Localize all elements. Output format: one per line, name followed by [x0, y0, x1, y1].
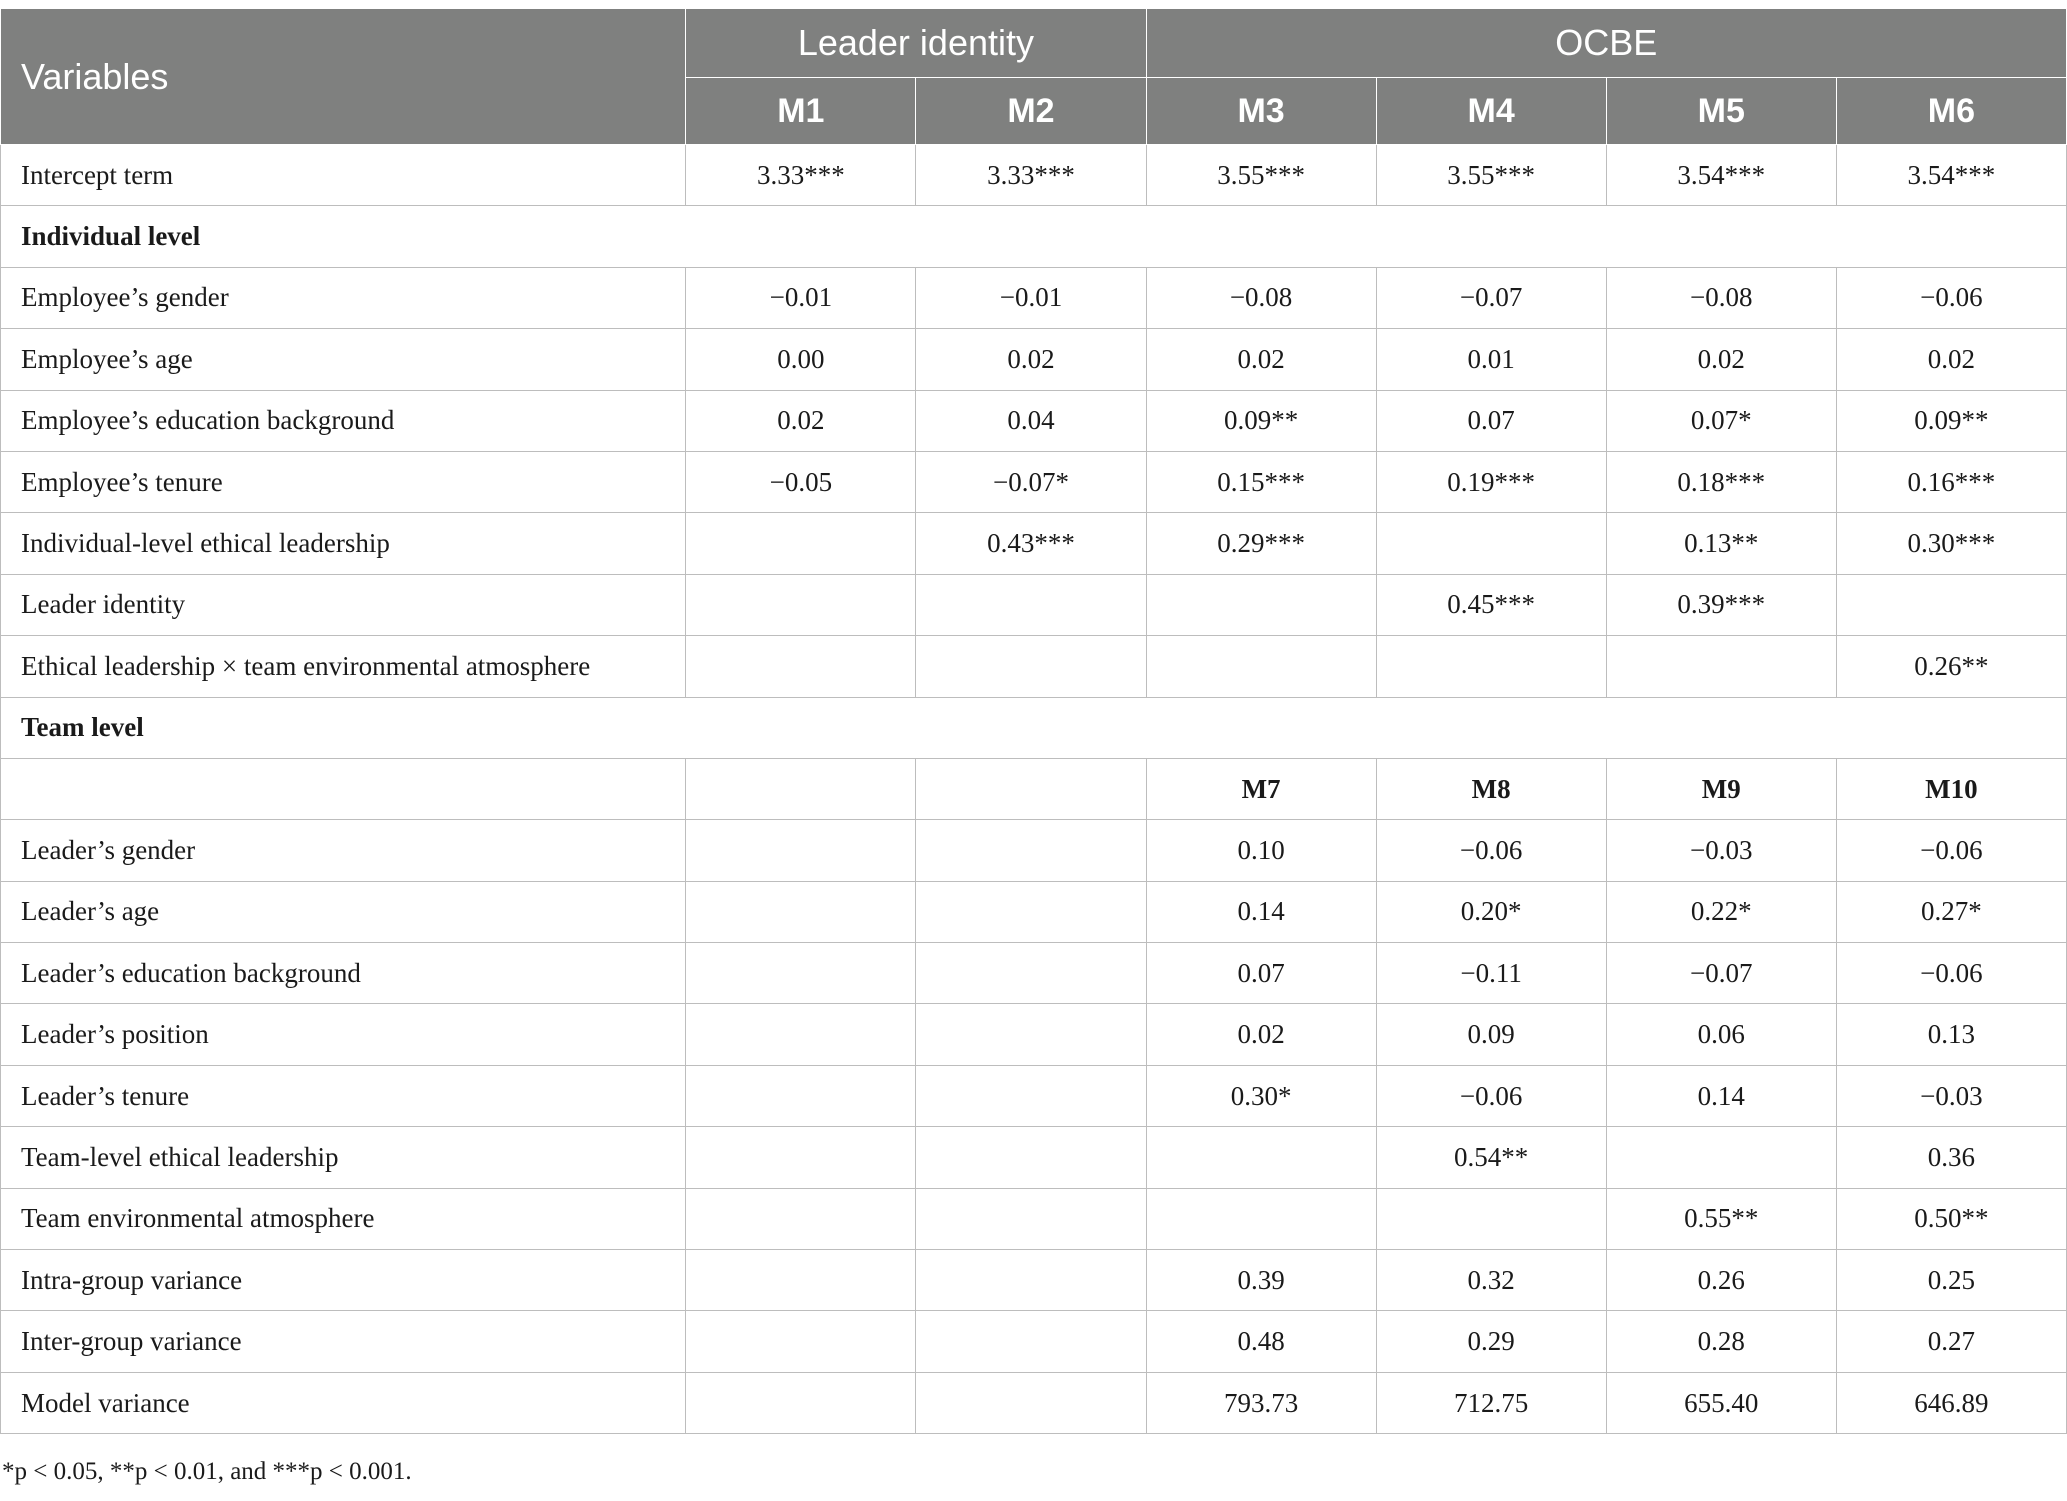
table-row	[1, 145, 2067, 206]
table-cell: 0.02	[1146, 1004, 1376, 1065]
table-row	[1, 1127, 2067, 1188]
table-cell: −0.01	[686, 267, 916, 328]
section-label: Individual level	[1, 206, 2067, 267]
header-model: M4	[1376, 78, 1606, 145]
table-row	[1, 513, 2067, 574]
table-cell	[916, 1311, 1146, 1372]
table-cell: 0.43***	[916, 513, 1146, 574]
table-cell	[1146, 1127, 1376, 1188]
table-cell	[1606, 636, 1836, 697]
table-cell	[1376, 513, 1606, 574]
table-cell: −0.07*	[916, 451, 1146, 512]
row-label: Individual-level ethical leadership	[1, 513, 686, 574]
row-label: Model variance	[1, 1372, 686, 1433]
table-cell: 0.26	[1606, 1250, 1836, 1311]
table-cell: 0.20*	[1376, 881, 1606, 942]
table-cell	[916, 574, 1146, 635]
table-row	[1, 1311, 2067, 1372]
table-row	[1, 820, 2067, 881]
table-cell: −0.05	[686, 451, 916, 512]
table-cell: −0.01	[916, 267, 1146, 328]
table-cell: 0.13	[1836, 1004, 2066, 1065]
table-cell: 0.15***	[1146, 451, 1376, 512]
table-cell: 0.25	[1836, 1250, 2066, 1311]
row-label: Team-level ethical leadership	[1, 1127, 686, 1188]
row-label: Leader identity	[1, 574, 686, 635]
table-cell: 646.89	[1836, 1372, 2066, 1433]
row-label	[1, 758, 686, 819]
row-label: Employee’s gender	[1, 267, 686, 328]
table-row	[1, 1065, 2067, 1126]
table-cell	[916, 943, 1146, 1004]
table-cell: 0.02	[1836, 329, 2066, 390]
table-cell: 3.54***	[1836, 145, 2066, 206]
table-cell: 0.01	[1376, 329, 1606, 390]
header-model: M6	[1836, 78, 2066, 145]
table-row	[1, 1004, 2067, 1065]
table-cell: 0.19***	[1376, 451, 1606, 512]
table-cell: 0.50**	[1836, 1188, 2066, 1249]
table-cell: 0.48	[1146, 1311, 1376, 1372]
table-cell: 0.09**	[1146, 390, 1376, 451]
model-subheader-cell: M8	[1376, 758, 1606, 819]
table-cell	[686, 1372, 916, 1433]
table-cell: 0.36	[1836, 1127, 2066, 1188]
table-cell	[916, 1188, 1146, 1249]
header-model: M2	[916, 78, 1146, 145]
table-cell: 0.18***	[1606, 451, 1836, 512]
table-header	[1, 9, 2067, 145]
table-row	[1, 1372, 2067, 1433]
section-row	[1, 206, 2067, 267]
table-cell: 3.54***	[1606, 145, 1836, 206]
table-cell	[686, 1250, 916, 1311]
table-cell: −0.06	[1836, 267, 2066, 328]
table-cell	[1146, 1188, 1376, 1249]
table-cell: 0.45***	[1376, 574, 1606, 635]
table-cell: −0.06	[1376, 820, 1606, 881]
table-cell	[916, 1127, 1146, 1188]
table-cell	[686, 943, 916, 1004]
model-subheader-cell: M10	[1836, 758, 2066, 819]
table-cell: 0.55**	[1606, 1188, 1836, 1249]
table-cell	[686, 881, 916, 942]
table-cell: 0.22*	[1606, 881, 1836, 942]
table-cell: 3.55***	[1146, 145, 1376, 206]
table-cell: 3.33***	[916, 145, 1146, 206]
table-cell: 0.28	[1606, 1311, 1836, 1372]
header-model: M5	[1606, 78, 1836, 145]
header-model: M3	[1146, 78, 1376, 145]
section-label: Team level	[1, 697, 2067, 758]
table-cell: 0.06	[1606, 1004, 1836, 1065]
row-label: Leader’s education background	[1, 943, 686, 1004]
table-cell: 0.39	[1146, 1250, 1376, 1311]
footnote-text: *p < 0.05, **p < 0.01, and ***p < 0.001.	[2, 1458, 412, 1485]
table-cell	[686, 574, 916, 635]
table-cell	[686, 820, 916, 881]
table-cell: −0.06	[1376, 1065, 1606, 1126]
row-label: Ethical leadership × team environmental atmosphere	[1, 636, 686, 697]
table-cell	[916, 1065, 1146, 1126]
model-subheader-cell	[686, 758, 916, 819]
table-cell: 0.27*	[1836, 881, 2066, 942]
regression-table-container	[0, 8, 2067, 1434]
table-cell: 0.16***	[1836, 451, 2066, 512]
table-cell: 0.32	[1376, 1250, 1606, 1311]
table-cell: 0.27	[1836, 1311, 2066, 1372]
table-cell: 0.30***	[1836, 513, 2066, 574]
table-row	[1, 636, 2067, 697]
row-label: Employee’s age	[1, 329, 686, 390]
table-cell: 0.04	[916, 390, 1146, 451]
row-label: Leader’s age	[1, 881, 686, 942]
model-subheader-cell: M7	[1146, 758, 1376, 819]
table-row	[1, 881, 2067, 942]
table-cell	[916, 1250, 1146, 1311]
table-cell: 0.26**	[1836, 636, 2066, 697]
table-cell	[686, 1065, 916, 1126]
table-cell: −0.03	[1836, 1065, 2066, 1126]
table-row	[1, 943, 2067, 1004]
table-row	[1, 329, 2067, 390]
table-cell: 0.29***	[1146, 513, 1376, 574]
row-label: Leader’s tenure	[1, 1065, 686, 1126]
table-cell	[686, 1311, 916, 1372]
table-cell	[1606, 1127, 1836, 1188]
section-row	[1, 697, 2067, 758]
table-cell	[686, 636, 916, 697]
table-row	[1, 1188, 2067, 1249]
table-cell: −0.06	[1836, 820, 2066, 881]
table-body	[1, 145, 2067, 1434]
table-cell	[1376, 636, 1606, 697]
table-row	[1, 451, 2067, 512]
table-cell	[1836, 574, 2066, 635]
table-cell: 0.13**	[1606, 513, 1836, 574]
row-label: Inter-group variance	[1, 1311, 686, 1372]
table-cell	[916, 1004, 1146, 1065]
table-cell	[1146, 574, 1376, 635]
table-cell	[686, 513, 916, 574]
table-cell	[1376, 1188, 1606, 1249]
table-cell	[686, 1127, 916, 1188]
table-cell: −0.07	[1376, 267, 1606, 328]
table-cell: 0.09	[1376, 1004, 1606, 1065]
table-cell	[686, 1004, 916, 1065]
table-cell	[686, 1188, 916, 1249]
model-subheader-cell	[916, 758, 1146, 819]
table-cell: 0.14	[1606, 1065, 1836, 1126]
header-group-leader-identity: Leader identity	[686, 9, 1146, 78]
table-cell: 0.30*	[1146, 1065, 1376, 1126]
header-variables: Variables	[1, 9, 686, 145]
header-group-ocbe: OCBE	[1146, 9, 2066, 78]
table-cell: 0.02	[1606, 329, 1836, 390]
table-row	[1, 1250, 2067, 1311]
table-cell: 0.14	[1146, 881, 1376, 942]
table-cell: −0.06	[1836, 943, 2066, 1004]
table-cell: 3.55***	[1376, 145, 1606, 206]
table-cell: 0.10	[1146, 820, 1376, 881]
table-footnote	[2, 1458, 412, 1486]
table-cell	[916, 1372, 1146, 1433]
table-cell: 0.09**	[1836, 390, 2066, 451]
model-subheader-row	[1, 758, 2067, 819]
table-cell: −0.11	[1376, 943, 1606, 1004]
table-cell: 0.02	[916, 329, 1146, 390]
table-cell	[1146, 636, 1376, 697]
row-label: Team environmental atmosphere	[1, 1188, 686, 1249]
row-label: Intra-group variance	[1, 1250, 686, 1311]
table-cell: −0.07	[1606, 943, 1836, 1004]
table-cell: 0.02	[1146, 329, 1376, 390]
row-label: Employee’s education background	[1, 390, 686, 451]
table-row	[1, 574, 2067, 635]
table-cell: 0.54**	[1376, 1127, 1606, 1188]
header-model: M1	[686, 78, 916, 145]
table-cell: 0.07	[1376, 390, 1606, 451]
row-label: Leader’s position	[1, 1004, 686, 1065]
table-cell: 0.29	[1376, 1311, 1606, 1372]
row-label: Leader’s gender	[1, 820, 686, 881]
table-row	[1, 267, 2067, 328]
table-cell	[916, 881, 1146, 942]
table-cell: 0.07	[1146, 943, 1376, 1004]
table-cell: 793.73	[1146, 1372, 1376, 1433]
table-row	[1, 390, 2067, 451]
table-cell: 0.00	[686, 329, 916, 390]
regression-table	[0, 8, 2067, 1434]
table-cell	[916, 820, 1146, 881]
model-subheader-cell: M9	[1606, 758, 1836, 819]
table-cell: 0.39***	[1606, 574, 1836, 635]
table-cell: −0.08	[1606, 267, 1836, 328]
table-cell: 655.40	[1606, 1372, 1836, 1433]
table-cell: −0.08	[1146, 267, 1376, 328]
table-cell: 0.02	[686, 390, 916, 451]
table-cell: 712.75	[1376, 1372, 1606, 1433]
table-cell: 0.07*	[1606, 390, 1836, 451]
row-label: Intercept term	[1, 145, 686, 206]
table-cell: 3.33***	[686, 145, 916, 206]
row-label: Employee’s tenure	[1, 451, 686, 512]
table-cell	[916, 636, 1146, 697]
table-cell: −0.03	[1606, 820, 1836, 881]
